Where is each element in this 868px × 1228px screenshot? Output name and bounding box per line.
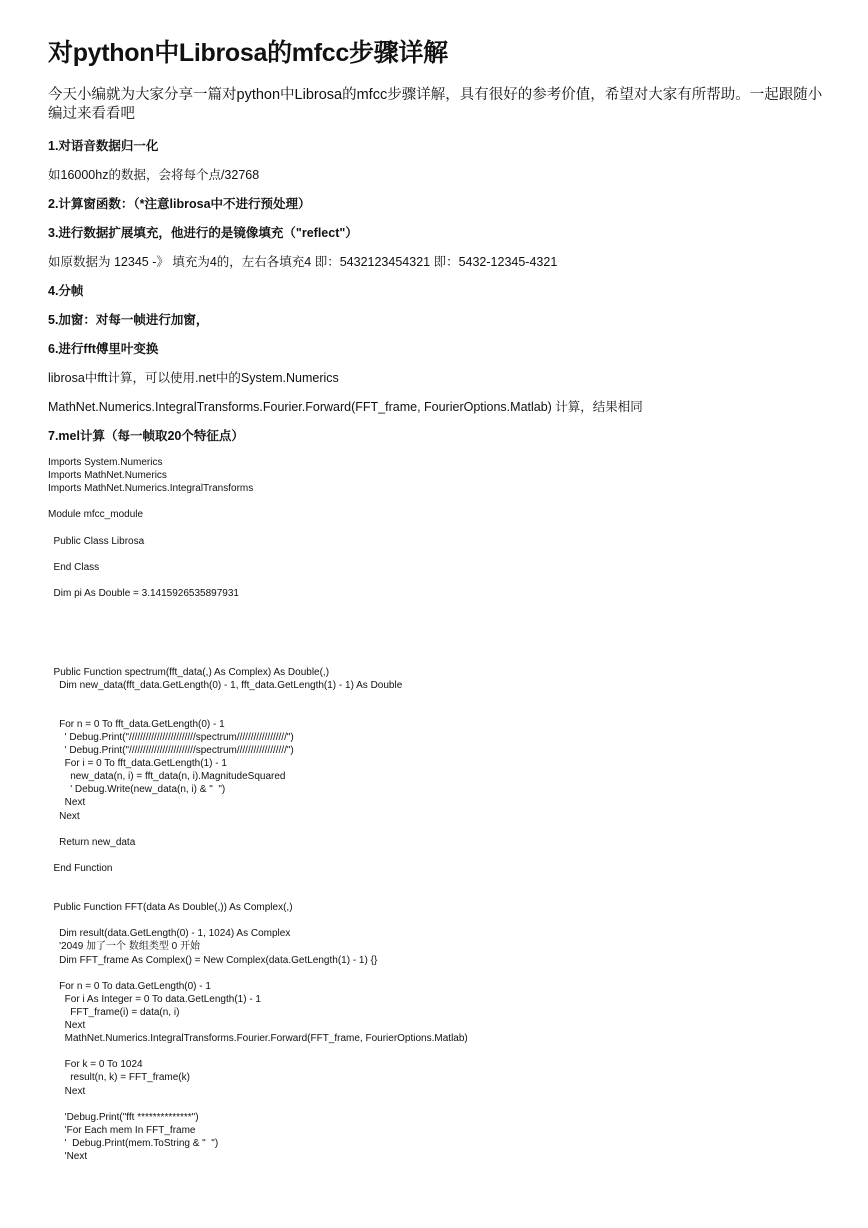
step-6-text-2: MathNet.Numerics.IntegralTransforms.Fourier.Forward(FFT_frame, FourierOptions.Matlab) 计算，结果相同 — [48, 400, 643, 414]
step-4-heading: 4.分帧 — [48, 284, 84, 298]
step-1-text: 如16000hz的数据，会将每个点/32768 — [48, 168, 260, 182]
page-title: 对python中Librosa的mfcc步骤详解 — [48, 39, 448, 67]
step-3-heading: 3.进行数据扩展填充，他进行的是镜像填充（"reflect"） — [48, 226, 358, 240]
intro-paragraph: 今天小编就为大家分享一篇对python中Librosa的mfcc步骤详解，具有很好的参考价值，希望对大家有所帮助。一起跟随小编过来看看吧 — [48, 87, 823, 122]
step-2-heading: 2.计算窗函数：（*注意librosa中不进行预处理） — [48, 197, 311, 211]
step-3-text: 如原数据为 12345 -》 填充为4的，左右各填充4 即：5432123454321 即：5432-12345-4321 — [48, 255, 558, 269]
step-5-heading: 5.加窗：对每一帧进行加窗， — [48, 313, 209, 327]
step-6-text-1: librosa中fft计算，可以使用.net中的System.Numerics — [48, 371, 339, 385]
article — [48, 36, 828, 1163]
step-6-heading: 6.进行fft傅里叶变换 — [48, 342, 159, 356]
step-1-heading: 1.对语音数据归一化 — [48, 139, 159, 153]
step-7-heading: 7.mel计算（每一帧取20个特征点） — [48, 429, 244, 443]
code-block: Imports System.Numerics Imports MathNet.Numerics Imports MathNet.Numerics.IntegralTransforms Module mfcc_module Public Class Librosa End Class Dim pi As Double = 3.1415926535897931 Public Function spectrum(fft_data(,) As Complex) As Double(,) Dim new_data(fft_data.GetLength(0) - 1, fft_data.GetLength(1) - 1) As Double For n = 0 To fft_data.GetLength(0) - 1 ' Debug.Print("////////////////////////spectrum//////////////////") ' Debug.Print("////////////////////////spectrum//////////////////") For i = 0 To fft_data.GetLength(1) - 1 new_data(n, i) = fft_data(n, i).MagnitudeSquared ' Debug.Write(new_data(n, i) & " ") Next Next Return new_data End Function Public Function FFT(data As Double(,)) As Complex(,) Dim result(data.GetLength(0) - 1, 1024) As Complex '2049 加了一个 数组类型 0 开始 Dim FFT_frame As Complex() = New Complex(data.GetLength(1) - 1) {} For n = 0 To data.GetLength(0) - 1 For i As Integer = 0 To data.GetLength(1) - 1 FFT_frame(i) = data(n, i) Next MathNet.Numerics.IntegralTransforms.Fourier.Forward(FFT_frame, FourierOptions.Matlab) For k = 0 To 1024 result(n, k) = FFT_frame(k) Next 'Debug.Print("fft **************") 'For Each mem In FFT_frame ' Debug.Print(mem.ToString & " ") 'Next — [48, 457, 468, 1162]
